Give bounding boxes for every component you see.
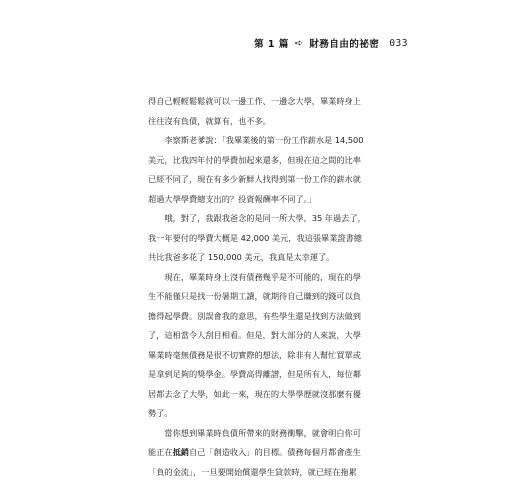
arrow-icon: ➪ xyxy=(294,37,304,49)
text-line: 美元，比我四年付的學費加起來還多，但現在這之間的比率 xyxy=(148,154,361,165)
text-line: 當你想到畢業時負債所帶來的財務衝擊，就會明白你可 xyxy=(164,427,361,438)
text-line: 得自己輕輕鬆鬆就可以一邊工作、一邊念大學，畢業時身上 xyxy=(148,96,361,106)
text-line: 超過大學學費總支出的？投資報酬率不同了。」 xyxy=(148,193,316,204)
text-line: 是拿到足夠的獎學金。學費高得離譜，但是所有人，每位鄰 xyxy=(148,369,361,379)
running-header xyxy=(254,36,408,50)
chapter-label: 第 1 篇 xyxy=(254,39,289,50)
text-line: 已經不同了，現在有多少新鮮人找得到第一份工作的薪水就 xyxy=(148,174,361,184)
page-number: 033 xyxy=(389,37,408,49)
text-line: 往往沒有負債，就算有，也不多。 xyxy=(148,115,271,126)
text-line: 擔得起學費。別誤會我的意思，有些學生還是找到方法做到 xyxy=(148,310,361,321)
text-line: 勢了。 xyxy=(148,408,173,418)
body-text xyxy=(148,92,386,482)
emphasis-term: 抵銷 xyxy=(172,447,189,457)
text-line: 李察斯老爹說：「我畢業後的第一份工作薪水是 14,500 xyxy=(164,135,364,145)
text-line: 畢業時毫無債務是很不切實際的想法，除非有人幫忙買單或 xyxy=(148,349,361,360)
text-line: 了，這相當令人刮目相看。但是，對大部分的人來說，大學 xyxy=(148,330,361,340)
text-line: 現在，畢業時身上沒有債務幾乎是不可能的，現在的學 xyxy=(164,271,361,282)
text-line: 居都去念了大學，如此一來，現在的大學學歷就沒那麼有優 xyxy=(148,388,361,399)
text-line: 能正在抵銷自己「創造收入」的目標。債務每個月都會產生 xyxy=(148,447,361,457)
text-line: 哦，對了，我跟我爸念的是同一所大學，35 年過去了， xyxy=(164,213,366,223)
text-line: 生不能僅只是找一份暑期工讀，就期待自己賺到的錢可以負 xyxy=(148,291,361,301)
text-line: 我一年要付的學費大概是 42,000 美元，我這張畢業證書總 xyxy=(148,232,362,243)
chapter-title: 財務自由的祕密 xyxy=(309,39,380,50)
text-line: 共比我爸多花了 150,000 美元，我真是太幸運了。 xyxy=(148,252,335,262)
text-line: 「負的金流」，一旦要開始償還學生貸款時，就已經在拖累 xyxy=(148,466,357,477)
